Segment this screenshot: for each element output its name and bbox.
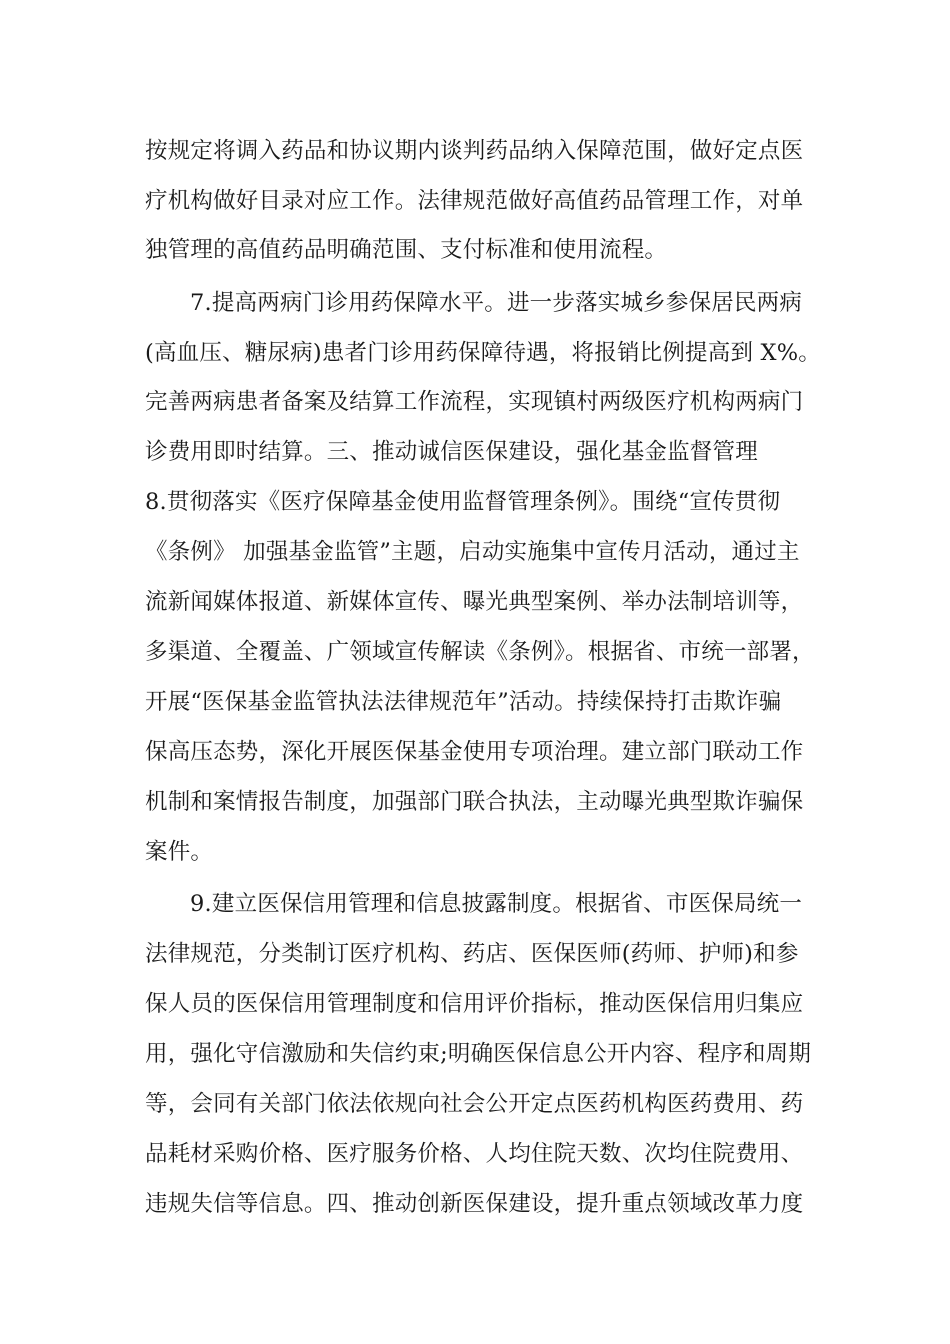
text-line-3: 独管理的高值药品明确范围、支付标准和使用流程。: [145, 237, 668, 263]
text-line-15: 案件。: [145, 839, 214, 865]
text-line-7: 诊费用即时结算。三、推动诚信医保建设，强化基金监督管理: [145, 439, 758, 465]
text-line-14: 机制和案情报告制度，加强部门联合执法，主动曝光典型欺诈骗保: [145, 789, 804, 815]
text-line-2: 疗机构做好目录对应工作。法律规范做好高值药品管理工作，对单: [145, 188, 804, 214]
text-line-11: 多渠道、全覆盖、广领域宣传解读《条例》。根据省、市统一部署，: [145, 639, 815, 665]
text-line-22: 违规失信等信息。四、推动创新医保建设，提升重点领域改革力度: [145, 1191, 804, 1217]
text-line-17: 法律规范，分类制订医疗机构、药店、医保医师(药师、护师)和参: [145, 941, 799, 967]
text-line-18: 保人员的医保信用管理制度和信用评价指标，推动医保信用归集应: [145, 991, 804, 1017]
text-line-20: 等，会同有关部门依法依规向社会公开定点医药机构医药费用、药: [145, 1091, 804, 1117]
text-line-19: 用，强化守信激励和失信约束;明确医保信息公开内容、程序和周期: [145, 1041, 812, 1067]
text-line-8: 8.贯彻落实《医疗保障基金使用监督管理条例》。围绕“宣传贯彻: [145, 489, 781, 515]
text-line-13: 保高压态势，深化开展医保基金使用专项治理。建立部门联动工作: [145, 739, 804, 765]
text-line-16: 9.建立医保信用管理和信息披露制度。根据省、市医保局统一: [190, 891, 803, 917]
text-line-9: 《条例》 加强基金监管”主题，启动实施集中宣传月活动，通过主: [145, 539, 800, 565]
text-line-12: 开展“医保基金监管执法法律规范年”活动。持续保持打击欺诈骗: [145, 689, 782, 715]
text-line-4: 7.提高两病门诊用药保障水平。进一步落实城乡参保居民两病: [190, 290, 803, 316]
text-line-10: 流新闻媒体报道、新媒体宣传、曝光典型案例、举办法制培训等，: [145, 589, 804, 615]
text-line-1: 按规定将调入药品和协议期内谈判药品纳入保障范围，做好定点医: [145, 138, 804, 164]
text-line-6: 完善两病患者备案及结算工作流程，实现镇村两级医疗机构两病门: [145, 389, 804, 415]
text-line-5: (高血压、糖尿病)患者门诊用药保障待遇，将报销比例提高到 X%。: [145, 340, 822, 366]
text-line-21: 品耗材采购价格、医疗服务价格、人均住院天数、次均住院费用、: [145, 1141, 804, 1167]
